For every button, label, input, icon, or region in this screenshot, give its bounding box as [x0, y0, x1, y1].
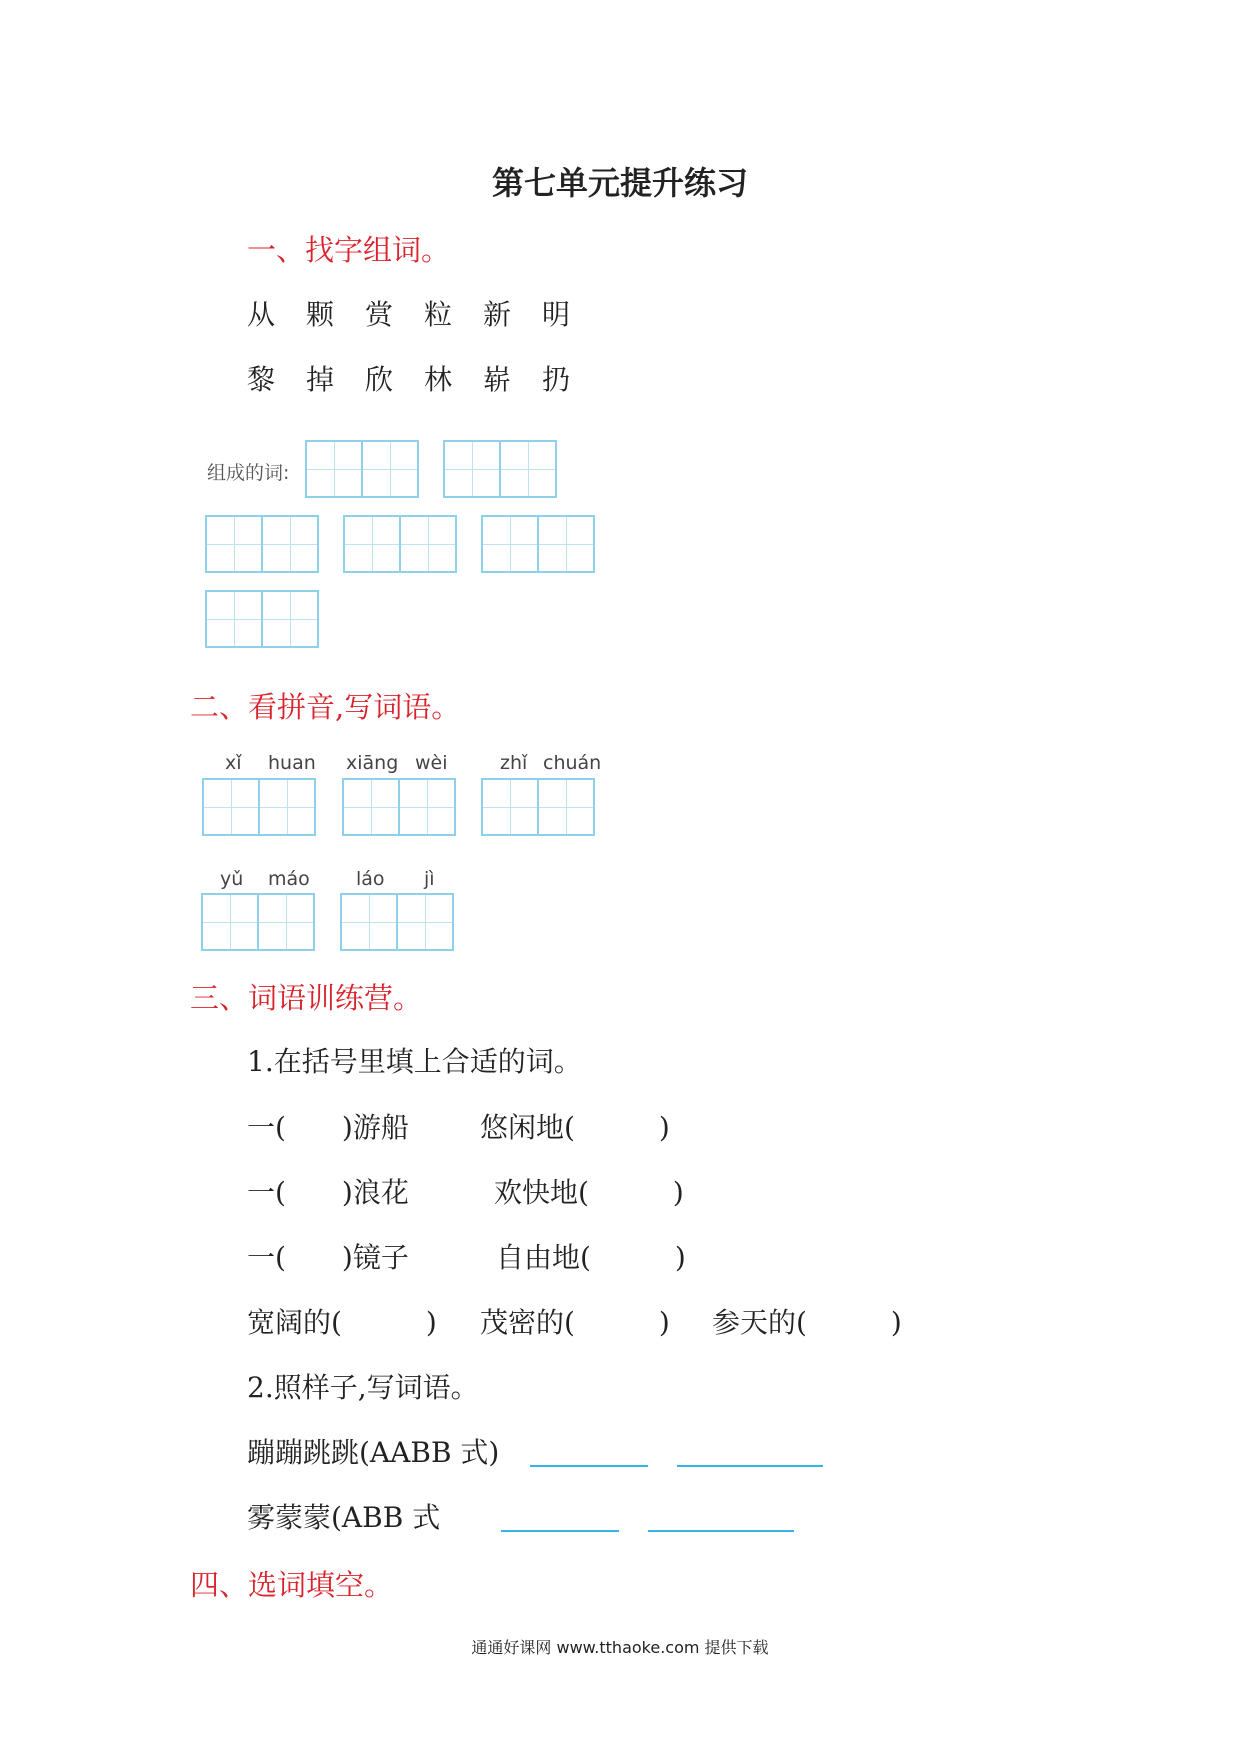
- char: 黎: [247, 363, 276, 396]
- fill-item: 欢快地( ): [494, 1176, 684, 1209]
- word-grid[interactable]: [443, 440, 557, 498]
- char: 新: [483, 298, 512, 331]
- grid-cell[interactable]: [343, 515, 401, 573]
- answer-blank[interactable]: [648, 1530, 794, 1532]
- pinyin: huan: [268, 752, 316, 774]
- grid-cell[interactable]: [340, 893, 398, 951]
- grid-cell[interactable]: [261, 515, 319, 573]
- word-grid[interactable]: [343, 515, 457, 573]
- grid-cell[interactable]: [202, 778, 260, 836]
- char: 掉: [306, 363, 335, 396]
- grid-cell[interactable]: [201, 893, 259, 951]
- grid-cell[interactable]: [257, 893, 315, 951]
- grid-cell[interactable]: [205, 590, 263, 648]
- grid-cell[interactable]: [305, 440, 363, 498]
- answer-blank[interactable]: [677, 1465, 823, 1467]
- example-abb: 雾蒙蒙(ABB 式: [247, 1501, 441, 1534]
- grid-cell[interactable]: [537, 515, 595, 573]
- word-grid[interactable]: [205, 515, 319, 573]
- grid-cell[interactable]: [205, 515, 263, 573]
- char: 颗: [306, 298, 335, 331]
- char: 明: [542, 298, 571, 331]
- char: 扔: [542, 363, 571, 396]
- char: 从: [247, 298, 276, 331]
- section1-heading: 一、找字组词。: [247, 233, 451, 267]
- words-label: 组成的词:: [207, 462, 290, 484]
- fill-item: 自由地( ): [496, 1241, 686, 1274]
- pinyin-grid[interactable]: [202, 778, 316, 836]
- char: 崭: [483, 363, 512, 396]
- grid-cell[interactable]: [399, 515, 457, 573]
- section3-heading: 三、词语训练营。: [190, 981, 423, 1015]
- page-title: 第七单元提升练习: [491, 164, 748, 202]
- fill-item: 宽阔的( ): [247, 1306, 437, 1339]
- char: 赏: [365, 298, 394, 331]
- grid-cell[interactable]: [258, 778, 316, 836]
- grid-cell[interactable]: [481, 515, 539, 573]
- fill-item: 参天的( ): [712, 1306, 902, 1339]
- pinyin: xiāng: [346, 752, 399, 774]
- pinyin-grid[interactable]: [342, 778, 456, 836]
- pinyin-grid[interactable]: [201, 893, 315, 951]
- grid-cell[interactable]: [361, 440, 419, 498]
- footer-text: 通通好课网 www.tthaoke.com 提供下载: [471, 1638, 769, 1657]
- question-1: 1.在括号里填上合适的词。: [247, 1045, 582, 1078]
- question-2: 2.照样子,写词语。: [247, 1371, 479, 1404]
- char-row-2: [247, 358, 601, 398]
- pinyin: máo: [268, 868, 310, 890]
- char: 粒: [424, 298, 453, 331]
- section2-heading: 二、看拼音,写词语。: [190, 690, 461, 724]
- pinyin: xǐ: [225, 752, 242, 774]
- grid-cell[interactable]: [396, 893, 454, 951]
- fill-item: 一( )浪花: [247, 1176, 409, 1209]
- pinyin: zhǐ: [500, 752, 528, 774]
- grid-cell[interactable]: [499, 440, 557, 498]
- char-row-1: [247, 293, 601, 333]
- fill-item: 悠闲地( ): [480, 1111, 670, 1144]
- word-grid[interactable]: [205, 590, 319, 648]
- char: 林: [424, 363, 453, 396]
- pinyin-grid[interactable]: [481, 778, 595, 836]
- grid-cell[interactable]: [481, 778, 539, 836]
- pinyin: jì: [424, 868, 435, 890]
- fill-item: 一( )镜子: [247, 1241, 409, 1274]
- section4-heading: 四、选词填空。: [190, 1568, 394, 1602]
- example-aabb: 蹦蹦跳跳(AABB 式): [247, 1436, 500, 1469]
- answer-blank[interactable]: [501, 1530, 619, 1532]
- pinyin: yǔ: [220, 868, 244, 890]
- grid-cell[interactable]: [261, 590, 319, 648]
- answer-blank[interactable]: [530, 1465, 648, 1467]
- fill-item: 一( )游船: [247, 1111, 409, 1144]
- fill-item: 茂密的( ): [480, 1306, 670, 1339]
- char: 欣: [365, 363, 394, 396]
- pinyin: wèi: [415, 752, 448, 774]
- word-grid[interactable]: [305, 440, 419, 498]
- grid-cell[interactable]: [537, 778, 595, 836]
- pinyin: láo: [356, 868, 385, 890]
- pinyin: chuán: [543, 752, 602, 774]
- pinyin-grid[interactable]: [340, 893, 454, 951]
- grid-cell[interactable]: [398, 778, 456, 836]
- word-grid[interactable]: [481, 515, 595, 573]
- grid-cell[interactable]: [443, 440, 501, 498]
- grid-cell[interactable]: [342, 778, 400, 836]
